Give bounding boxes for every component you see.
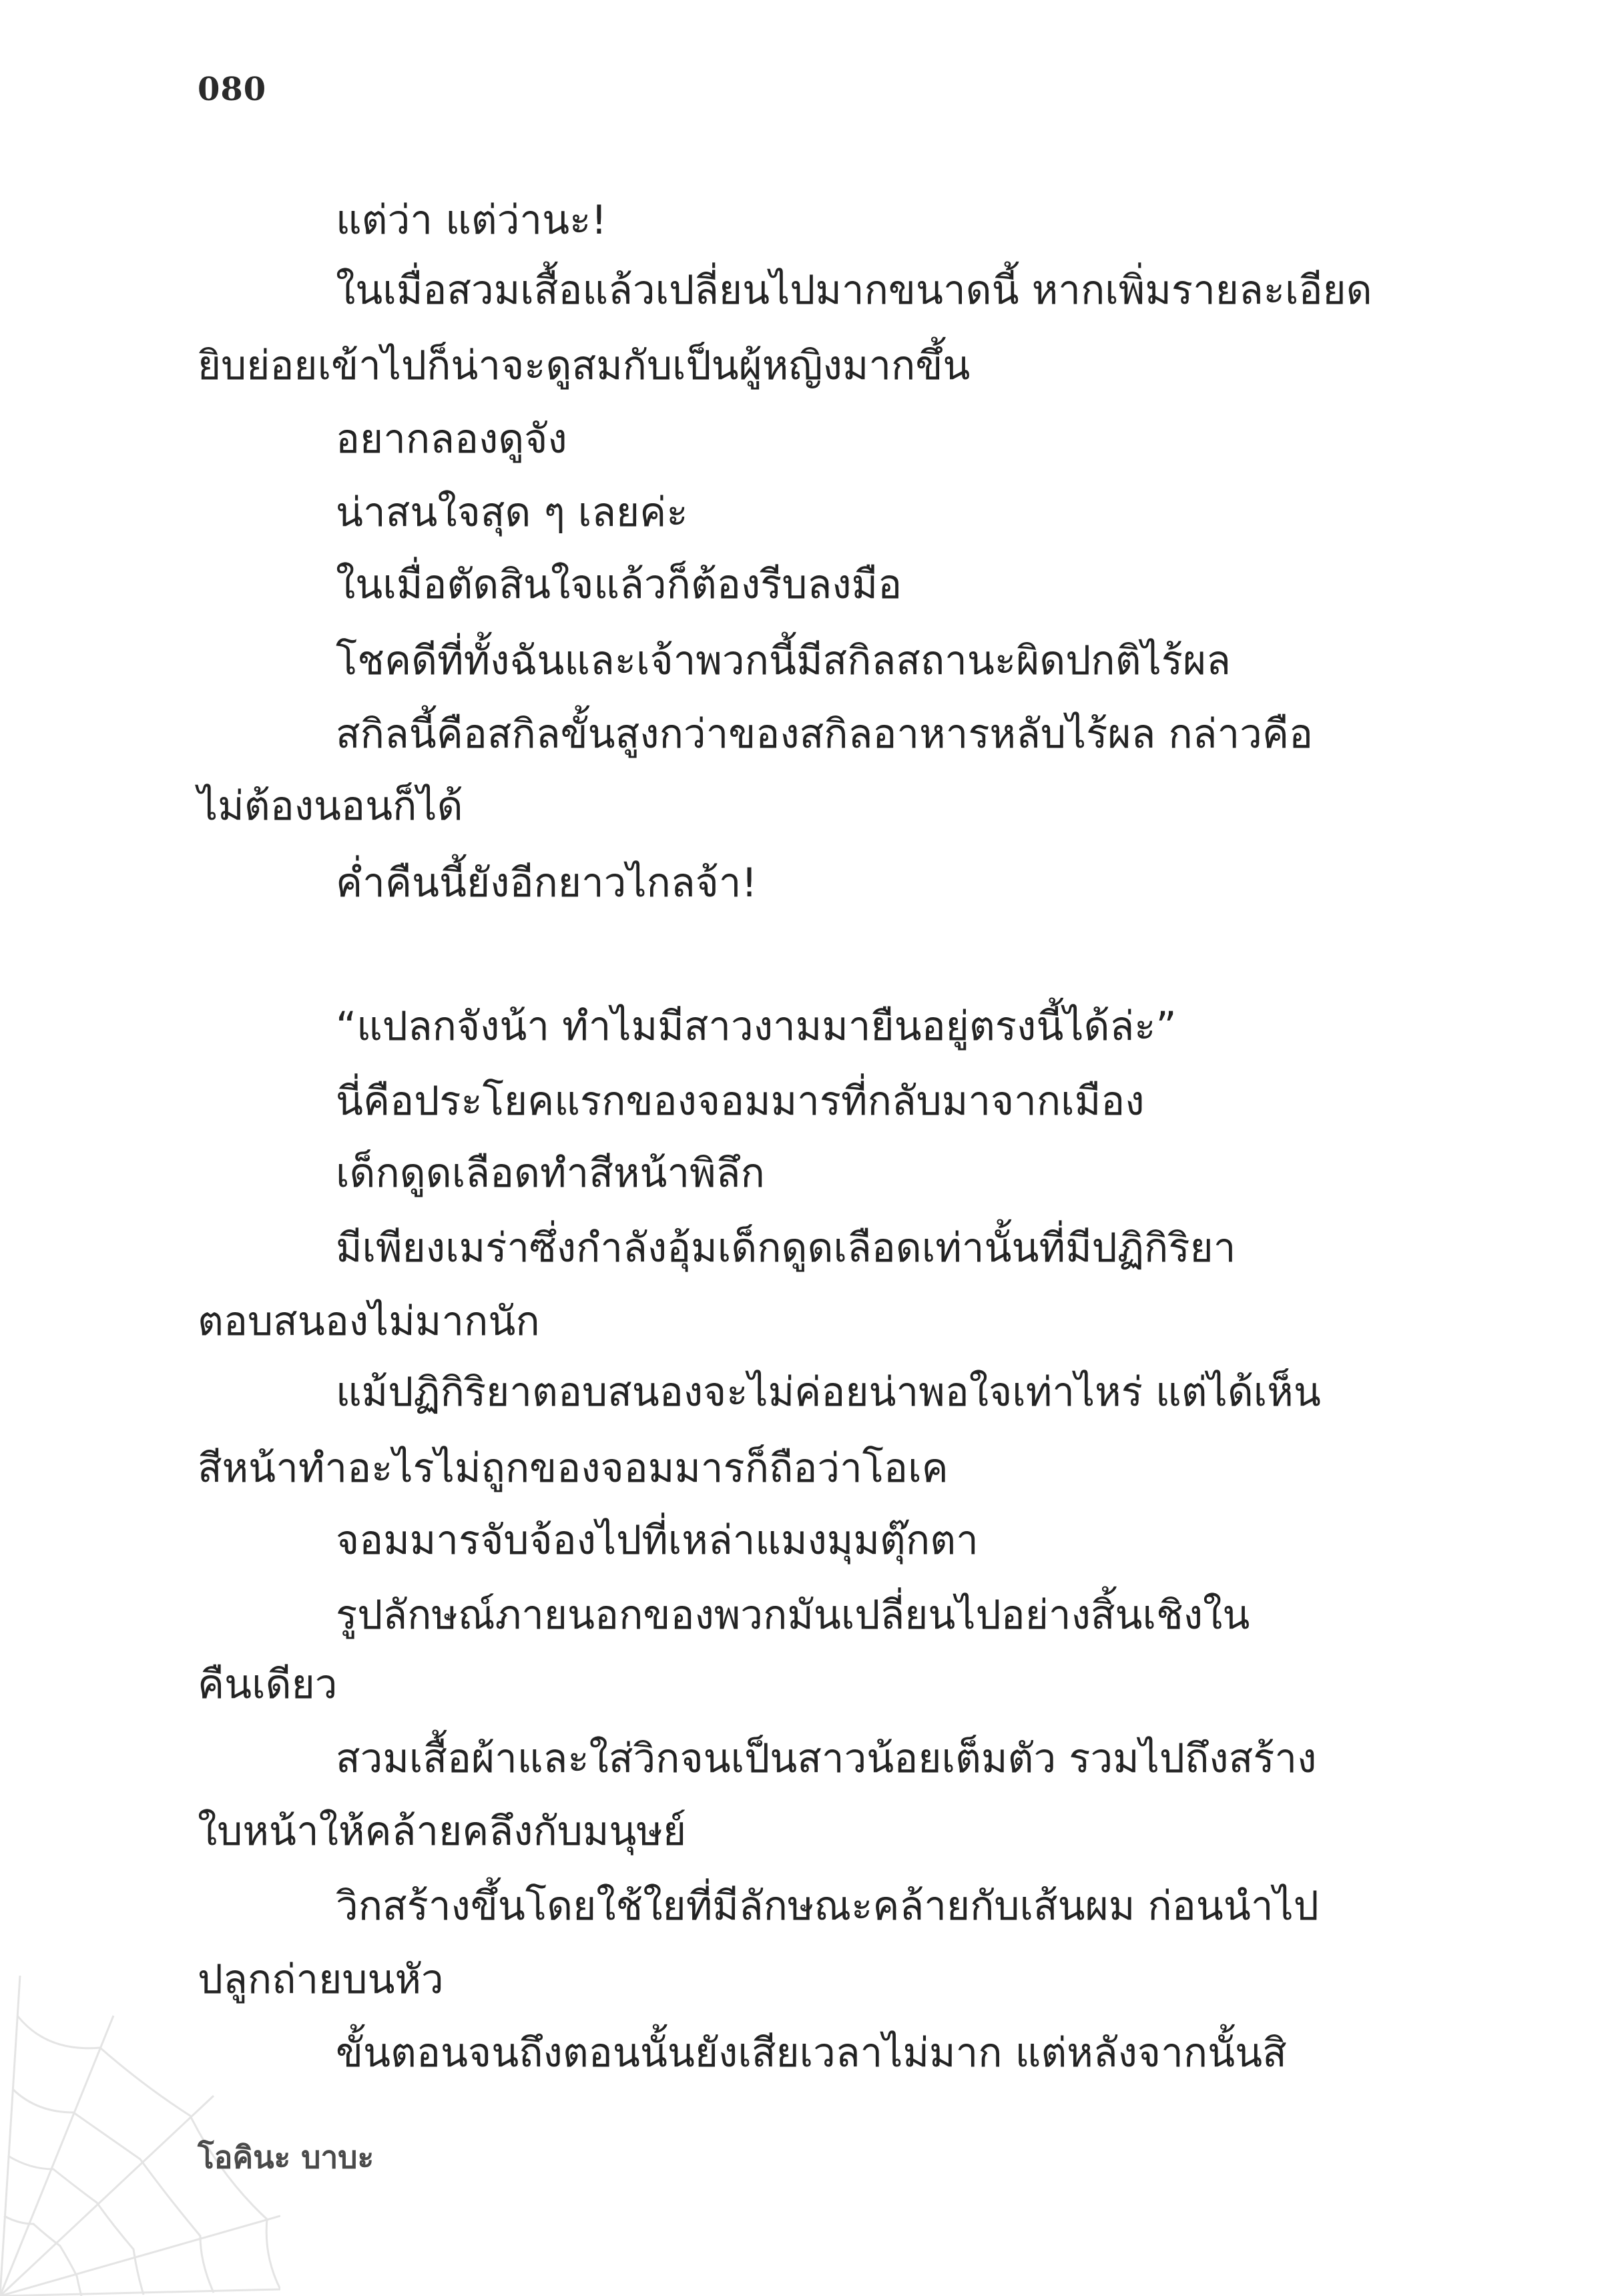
- paragraph-line: ยิบย่อยเข้าไปก็น่าจะดูสมกับเป็นผู้หญิงมากขึ้น: [198, 342, 971, 389]
- paragraph-line: รูปลักษณ์ภายนอกของพวกมันเปลี่ยนไปอย่างสิ้นเชิงใน: [336, 1592, 1250, 1639]
- paragraph-line: สีหน้าทำอะไรไม่ถูกของจอมมารก็ถือว่าโอเค: [198, 1445, 949, 1492]
- paragraph-line: ใบหน้าให้คล้ายคลึงกับมนุษย์: [198, 1808, 687, 1855]
- paragraph-line: โชคดีที่ทั้งฉันและเจ้าพวกนี้มีสกิลสถานะผิดปกติไร้ผล: [336, 637, 1231, 684]
- paragraph-line: ปลูกถ่ายบนหัว: [198, 1956, 444, 2003]
- paragraph-line: ไม่ต้องนอนก็ได้: [198, 783, 463, 830]
- paragraph-line: มีเพียงเมร่าซึ่งกำลังอุ้มเด็กดูดเลือดเท่านั้นที่มีปฏิกิริยา: [336, 1225, 1236, 1271]
- paragraph-line: สกิลนี้คือสกิลขั้นสูงกว่าของสกิลอาหารหลับไร้ผล กล่าวคือ: [336, 711, 1313, 758]
- paragraph-line: น่าสนใจสุด ๆ เลยค่ะ: [336, 489, 688, 536]
- paragraph-line: เด็กดูดเลือดทำสีหน้าพิลึก: [336, 1150, 765, 1197]
- paragraph-line: วิกสร้างขึ้นโดยใช้ใยที่มีลักษณะคล้ายกับเส้นผม ก่อนนำไป: [336, 1883, 1319, 1930]
- paragraph-line: จอมมารจับจ้องไปที่เหล่าแมงมุมตุ๊กตา: [336, 1517, 979, 1564]
- paragraph-line: คืนเดียว: [198, 1661, 338, 1708]
- paragraph-line: ตอบสนองไม่มากนัก: [198, 1298, 540, 1345]
- page-number: 080: [198, 71, 267, 108]
- paragraph-line: อยากลองดูจัง: [336, 416, 567, 463]
- paragraph-line: แม้ปฏิกิริยาตอบสนองจะไม่ค่อยน่าพอใจเท่าไหร่ แต่ได้เห็น: [336, 1369, 1321, 1416]
- paragraph-line: แต่ว่า แต่ว่านะ!: [336, 197, 607, 244]
- footer-author: โอคินะ บาบะ: [198, 2139, 374, 2175]
- paragraph-line: ในเมื่อตัดสินใจแล้วก็ต้องรีบลงมือ: [336, 561, 902, 608]
- paragraph-line: นี่คือประโยคแรกของจอมมารที่กลับมาจากเมือง: [336, 1078, 1145, 1125]
- paragraph-line: ในเมื่อสวมเสื้อแล้วเปลี่ยนไปมากขนาดนี้ หากเพิ่มรายละเอียด: [336, 267, 1372, 314]
- paragraph-line: “แปลกจังน้า ทำไมมีสาวงามมายืนอยู่ตรงนี้ได้ล่ะ”: [336, 1003, 1177, 1050]
- paragraph-line: ขั้นตอนจนถึงตอนนั้นยังเสียเวลาไม่มาก แต่หลังจากนั้นสิ: [336, 2030, 1287, 2076]
- paragraph-line: ค่ำคืนนี้ยังอีกยาวไกลจ้า!: [336, 860, 758, 906]
- paragraph-line: สวมเสื้อผ้าและใส่วิกจนเป็นสาวน้อยเต็มตัว รวมไปถึงสร้าง: [336, 1735, 1317, 1782]
